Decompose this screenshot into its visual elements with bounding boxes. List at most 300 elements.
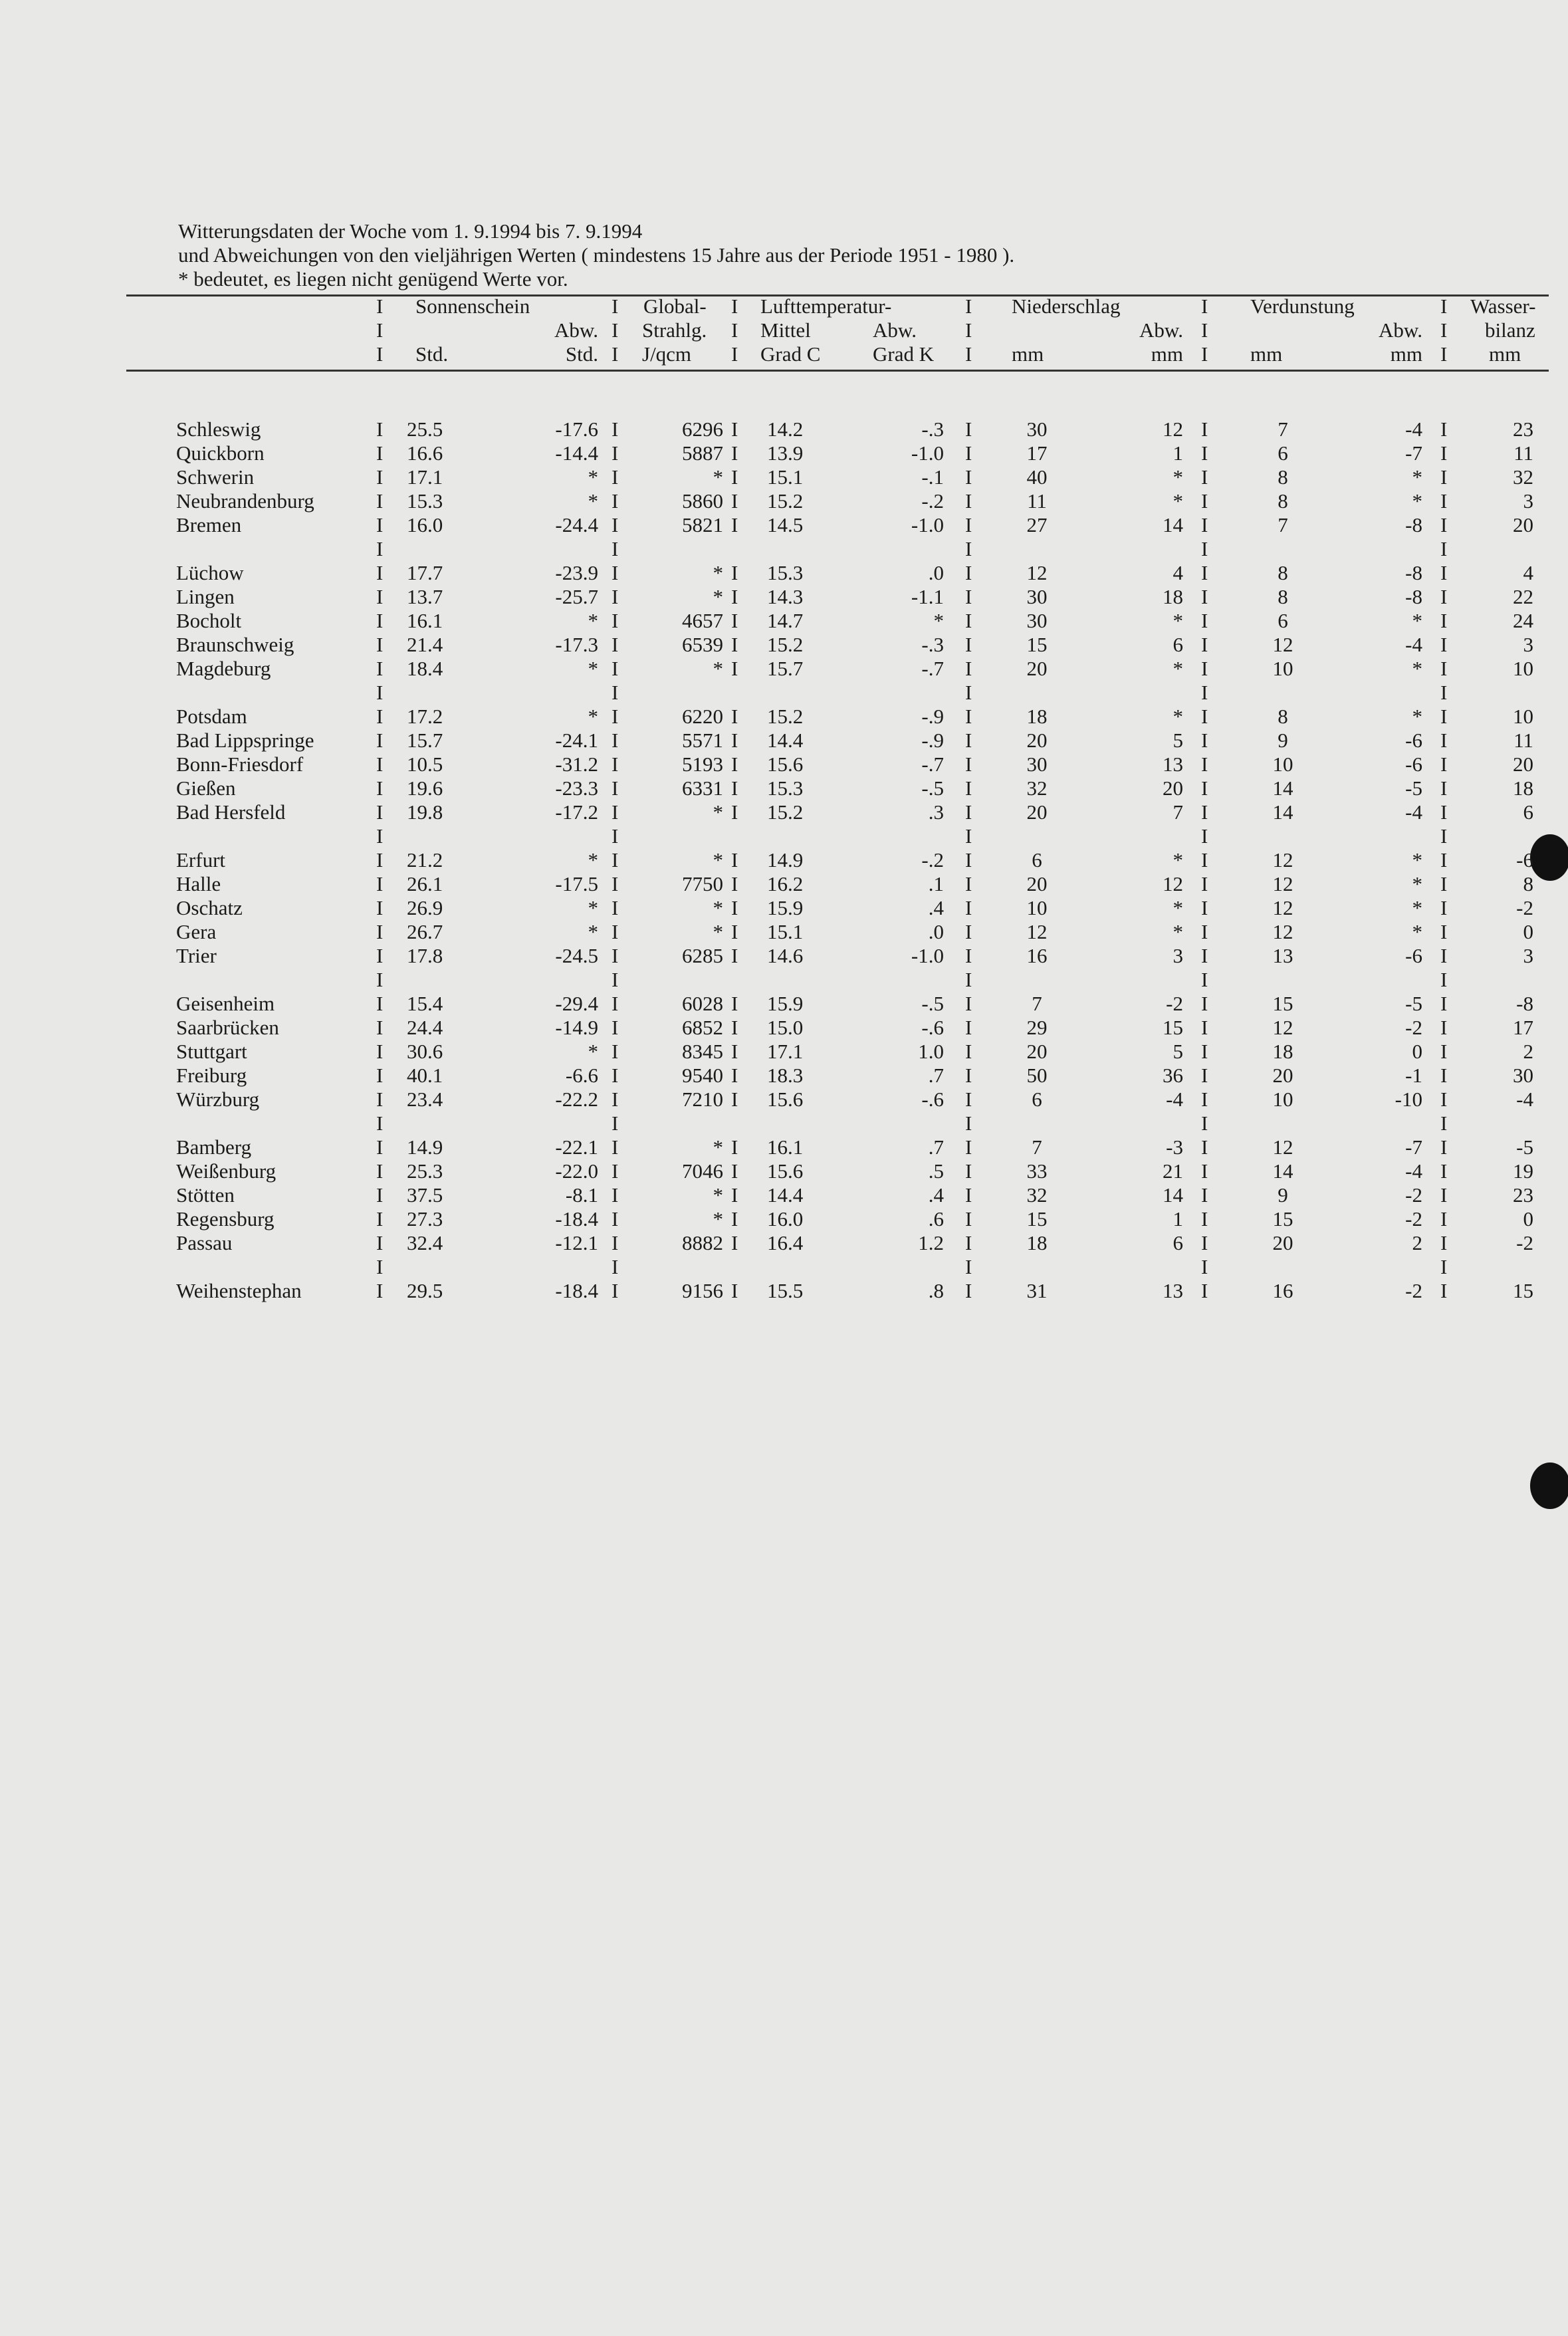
column-separator: I [1201,896,1208,919]
column-separator: I [612,681,619,704]
column-separator: I [1440,800,1448,824]
column-separator: I [376,705,384,728]
cell-glob: 7046 [682,1159,723,1183]
cell-nied: 16 [1026,944,1048,967]
column-separator: I [612,441,619,465]
cell-verd-abw: -4 [1405,800,1422,824]
column-separator: I [376,585,384,608]
cell-temp-abw: -.9 [921,729,944,752]
cell-wb: 0 [1523,1207,1533,1230]
cell-verd-abw: -8 [1405,585,1422,608]
cell-station: Bamberg [176,1135,252,1159]
cell-temp-abw: .7 [928,1064,944,1087]
table-row [0,729,1568,753]
cell-glob: * [713,1183,723,1207]
cell-sun: 25.5 [407,417,443,441]
column-separator: I [965,1040,972,1063]
column-separator: I [1201,465,1208,489]
cell-nied: 20 [1026,657,1048,680]
cell-wb: 6 [1523,800,1533,824]
cell-nied-abw: 1 [1173,1207,1183,1230]
header-mm: mm [1489,342,1521,366]
column-separator: I [731,609,738,632]
cell-glob: 9156 [682,1279,723,1302]
cell-temp-abw: .4 [928,1183,944,1207]
cell-nied-abw: 36 [1163,1064,1183,1087]
sep: I [376,294,384,318]
separator-row [0,681,1568,705]
sep: I [1440,342,1448,366]
column-separator: I [731,920,738,943]
column-separator: I [965,992,972,1015]
cell-station: Erfurt [176,848,226,872]
cell-station: Weihenstephan [176,1279,302,1302]
cell-nied: 18 [1026,705,1048,728]
column-separator: I [1440,944,1448,967]
column-separator: I [376,441,384,465]
cell-verd: 12 [1272,1135,1293,1159]
table-row [0,561,1568,585]
cell-temp: 14.4 [767,729,804,752]
header-abw: Abw. [1378,318,1422,342]
cell-temp-abw: -.7 [921,657,944,680]
cell-wb: 0 [1523,920,1533,943]
table-row [0,920,1568,944]
cell-sun-abw: * [588,609,598,632]
cell-nied-abw: * [1173,896,1183,919]
cell-sun-abw: -18.4 [555,1279,598,1302]
column-separator: I [965,872,972,895]
cell-station: Geisenheim [176,992,275,1015]
cell-sun-abw: -24.4 [555,513,598,536]
cell-sun-abw: * [588,465,598,489]
cell-wb: 15 [1513,1279,1533,1302]
cell-station: Oschatz [176,896,243,919]
cell-nied: 6 [1032,1088,1042,1111]
cell-nied: 29 [1026,1016,1048,1039]
cell-verd: 8 [1278,489,1288,513]
cell-wb: 20 [1513,513,1533,536]
column-separator: I [965,705,972,728]
cell-wb: 8 [1523,872,1533,895]
table-row [0,992,1568,1016]
column-separator: I [1440,1064,1448,1087]
cell-station: Bonn-Friesdorf [176,753,304,776]
column-separator: I [1201,872,1208,895]
column-separator: I [1201,561,1208,584]
column-separator: I [612,1135,619,1159]
column-separator: I [612,657,619,680]
cell-station: Passau [176,1231,233,1254]
header-row-3 [0,342,1568,366]
cell-sun-abw: -17.6 [555,417,598,441]
column-separator: I [376,681,384,704]
column-separator: I [1440,1255,1448,1278]
sep: I [731,294,738,318]
column-separator: I [612,609,619,632]
cell-nied: 10 [1026,896,1048,919]
header-std: Std. [415,342,449,366]
column-separator: I [1440,1016,1448,1039]
column-separator: I [1201,705,1208,728]
cell-temp: 16.1 [767,1135,804,1159]
column-separator: I [1440,1183,1448,1207]
column-separator: I [965,417,972,441]
cell-glob: 9540 [682,1064,723,1087]
cell-wb: -4 [1516,1088,1533,1111]
cell-temp-abw: .0 [928,561,944,584]
header-gradc: Grad C [760,342,821,366]
header-verdunstung: Verdunstung [1250,294,1355,318]
table-row [0,465,1568,489]
cell-verd-abw: -8 [1405,513,1422,536]
cell-verd-abw: -1 [1405,1064,1422,1087]
cell-nied-abw: 18 [1163,585,1183,608]
cell-sun-abw: * [588,705,598,728]
column-separator: I [1440,1135,1448,1159]
punch-hole [1530,1462,1568,1509]
column-separator: I [1201,776,1208,800]
cell-verd: 8 [1278,465,1288,489]
column-separator: I [731,465,738,489]
cell-sun-abw: * [588,896,598,919]
cell-station: Halle [176,872,221,895]
sep: I [1440,318,1448,342]
column-separator: I [376,1231,384,1254]
cell-glob: 6852 [682,1016,723,1039]
cell-temp-abw: .3 [928,800,944,824]
column-separator: I [1201,1279,1208,1302]
cell-nied-abw: 12 [1163,417,1183,441]
column-separator: I [376,513,384,536]
column-separator: I [612,1040,619,1063]
column-separator: I [965,561,972,584]
column-separator: I [731,1088,738,1111]
column-separator: I [731,1016,738,1039]
cell-temp-abw: -.2 [921,848,944,872]
cell-nied: 20 [1026,800,1048,824]
column-separator: I [612,896,619,919]
column-separator: I [965,441,972,465]
column-separator: I [731,1183,738,1207]
cell-nied: 40 [1026,465,1048,489]
column-separator: I [1440,776,1448,800]
cell-verd: 9 [1278,729,1288,752]
cell-nied: 11 [1027,489,1047,513]
column-separator: I [731,944,738,967]
header-wasser: Wasser- [1470,294,1536,318]
cell-sun: 15.4 [407,992,443,1015]
column-separator: I [612,705,619,728]
table-row [0,1064,1568,1088]
cell-sun-abw: -14.4 [555,441,598,465]
cell-wb: 18 [1513,776,1533,800]
column-separator: I [1440,1207,1448,1230]
column-separator: I [376,872,384,895]
cell-verd: 8 [1278,561,1288,584]
cell-glob: * [713,1135,723,1159]
cell-temp: 15.2 [767,633,804,656]
cell-wb: 4 [1523,561,1533,584]
column-separator: I [1440,1111,1448,1135]
column-separator: I [965,1255,972,1278]
column-separator: I [376,1088,384,1111]
sep: I [612,294,619,318]
cell-temp-abw: -.3 [921,633,944,656]
cell-station: Schwerin [176,465,255,489]
cell-nied: 15 [1026,633,1048,656]
cell-sun: 15.3 [407,489,443,513]
cell-station: Bad Lippspringe [176,729,314,752]
column-separator: I [1440,633,1448,656]
intro-line-2: und Abweichungen von den vieljährigen Werten ( mindestens 15 Jahre aus der Periode 1951 - 1980 ). [178,243,1015,267]
column-separator: I [376,944,384,967]
column-separator: I [1440,992,1448,1015]
cell-verd: 8 [1278,585,1288,608]
column-separator: I [376,1111,384,1135]
column-separator: I [376,417,384,441]
cell-sun-abw: -22.2 [555,1088,598,1111]
cell-sun-abw: * [588,920,598,943]
cell-verd: 12 [1272,633,1293,656]
cell-glob: * [713,896,723,919]
column-separator: I [965,609,972,632]
cell-temp: 15.6 [767,1088,804,1111]
cell-wb: 3 [1523,944,1533,967]
column-separator: I [965,968,972,991]
cell-verd: 6 [1278,441,1288,465]
cell-glob: 8345 [682,1040,723,1063]
cell-verd: 7 [1278,513,1288,536]
column-separator: I [1440,1279,1448,1302]
header-mm: mm [1390,342,1422,366]
column-separator: I [965,1183,972,1207]
header-lufttemp: Lufttemperatur- [760,294,892,318]
cell-temp: 15.2 [767,489,804,513]
cell-glob: * [713,561,723,584]
cell-nied: 27 [1026,513,1048,536]
column-separator: I [1201,681,1208,704]
cell-station: Potsdam [176,705,247,728]
cell-sun: 32.4 [407,1231,443,1254]
cell-sun: 26.1 [407,872,443,895]
column-separator: I [1201,417,1208,441]
cell-nied: 6 [1032,848,1042,872]
column-separator: I [1201,1064,1208,1087]
cell-nied: 30 [1026,417,1048,441]
column-separator: I [376,1255,384,1278]
cell-verd-abw: -6 [1405,753,1422,776]
separator-row [0,537,1568,561]
table-row [0,1159,1568,1183]
cell-verd-abw: -2 [1405,1279,1422,1302]
cell-verd-abw: * [1412,848,1422,872]
column-separator: I [965,681,972,704]
column-separator: I [612,920,619,943]
cell-temp-abw: .5 [928,1159,944,1183]
column-separator: I [965,824,972,848]
column-separator: I [1440,489,1448,513]
header-std: Std. [565,342,598,366]
cell-wb: 22 [1513,585,1533,608]
column-separator: I [612,1088,619,1111]
column-separator: I [612,800,619,824]
table-row [0,1207,1568,1231]
column-separator: I [731,896,738,919]
cell-wb: 23 [1513,417,1533,441]
cell-nied: 30 [1026,585,1048,608]
cell-sun-abw: -31.2 [555,753,598,776]
header-abw: Abw. [1139,318,1183,342]
header-niederschlag: Niederschlag [1012,294,1121,318]
column-separator: I [376,776,384,800]
cell-temp-abw: -1.0 [911,441,944,465]
cell-sun: 19.8 [407,800,443,824]
cell-station: Stuttgart [176,1040,247,1063]
sep: I [1440,294,1448,318]
header-abw: Abw. [554,318,598,342]
table-row [0,513,1568,537]
cell-temp: 15.9 [767,992,804,1015]
column-separator: I [731,753,738,776]
column-separator: I [612,872,619,895]
column-separator: I [612,1255,619,1278]
cell-nied-abw: 6 [1173,1231,1183,1254]
cell-glob: 6296 [682,417,723,441]
sep: I [965,294,972,318]
column-separator: I [612,465,619,489]
cell-temp-abw: -.6 [921,1016,944,1039]
table-row [0,753,1568,776]
column-separator: I [965,753,972,776]
cell-sun-abw: -24.5 [555,944,598,967]
cell-verd: 8 [1278,705,1288,728]
cell-sun-abw: -25.7 [555,585,598,608]
cell-verd-abw: -7 [1405,1135,1422,1159]
column-separator: I [376,824,384,848]
cell-sun: 30.6 [407,1040,443,1063]
cell-verd-abw: -2 [1405,1207,1422,1230]
cell-station: Bremen [176,513,242,536]
cell-temp-abw: -1.0 [911,944,944,967]
column-separator: I [1201,1040,1208,1063]
column-separator: I [731,729,738,752]
cell-station: Saarbrücken [176,1016,279,1039]
cell-sun: 19.6 [407,776,443,800]
cell-temp: 14.3 [767,585,804,608]
cell-verd-abw: * [1412,465,1422,489]
column-separator: I [376,489,384,513]
column-separator: I [1440,824,1448,848]
cell-wb: 24 [1513,609,1533,632]
column-separator: I [965,513,972,536]
cell-temp-abw: -.7 [921,753,944,776]
column-separator: I [1440,848,1448,872]
cell-verd: 10 [1272,1088,1293,1111]
cell-verd: 14 [1272,1159,1293,1183]
cell-glob: 5860 [682,489,723,513]
column-separator: I [612,585,619,608]
cell-station: Gießen [176,776,236,800]
column-separator: I [731,1231,738,1254]
cell-temp: 15.5 [767,1279,804,1302]
table-row [0,1040,1568,1064]
table-row [0,489,1568,513]
cell-sun-abw: -22.0 [555,1159,598,1183]
cell-temp: 14.9 [767,848,804,872]
cell-verd-abw: * [1412,657,1422,680]
table-row [0,657,1568,681]
header-mm: mm [1012,342,1044,366]
cell-verd-abw: -10 [1395,1088,1422,1111]
cell-temp-abw: -1.1 [911,585,944,608]
cell-temp: 15.6 [767,1159,804,1183]
cell-verd: 20 [1272,1064,1293,1087]
table-row [0,585,1568,609]
cell-sun: 27.3 [407,1207,443,1230]
column-separator: I [1440,441,1448,465]
cell-glob: 7750 [682,872,723,895]
cell-temp-abw: 1.0 [918,1040,944,1063]
cell-temp: 14.4 [767,1183,804,1207]
cell-verd-abw: * [1412,489,1422,513]
cell-wb: -2 [1516,896,1533,919]
column-separator: I [1440,753,1448,776]
sep: I [965,342,972,366]
cell-temp: 17.1 [767,1040,804,1063]
column-separator: I [965,729,972,752]
cell-temp-abw: .4 [928,896,944,919]
column-separator: I [1440,872,1448,895]
cell-sun-abw: * [588,489,598,513]
column-separator: I [965,848,972,872]
cell-sun: 37.5 [407,1183,443,1207]
column-separator: I [731,1040,738,1063]
column-separator: I [376,848,384,872]
cell-verd: 10 [1272,657,1293,680]
cell-wb: 11 [1513,441,1533,465]
column-separator: I [612,776,619,800]
cell-verd: 14 [1272,776,1293,800]
header-jqcm: J/qcm [642,342,692,366]
separator-row [0,824,1568,848]
cell-nied: 12 [1026,561,1048,584]
column-separator: I [1201,992,1208,1015]
cell-nied-abw: 13 [1163,753,1183,776]
column-separator: I [1440,537,1448,560]
cell-sun-abw: -17.2 [555,800,598,824]
cell-temp: 15.1 [767,920,804,943]
cell-sun-abw: -23.9 [555,561,598,584]
cell-sun: 24.4 [407,1016,443,1039]
cell-nied-abw: 20 [1163,776,1183,800]
column-separator: I [731,992,738,1015]
column-separator: I [376,1040,384,1063]
cell-sun: 17.7 [407,561,443,584]
sep: I [376,318,384,342]
cell-nied-abw: 14 [1163,1183,1183,1207]
intro-line-3: * bedeutet, es liegen nicht genügend Werte vor. [178,267,568,291]
header-mm: mm [1151,342,1183,366]
cell-verd-abw: -8 [1405,561,1422,584]
column-separator: I [1440,657,1448,680]
column-separator: I [612,1159,619,1183]
cell-wb: 10 [1513,657,1533,680]
cell-wb: -2 [1516,1231,1533,1254]
cell-sun-abw: -18.4 [555,1207,598,1230]
column-separator: I [376,896,384,919]
cell-temp: 14.7 [767,609,804,632]
